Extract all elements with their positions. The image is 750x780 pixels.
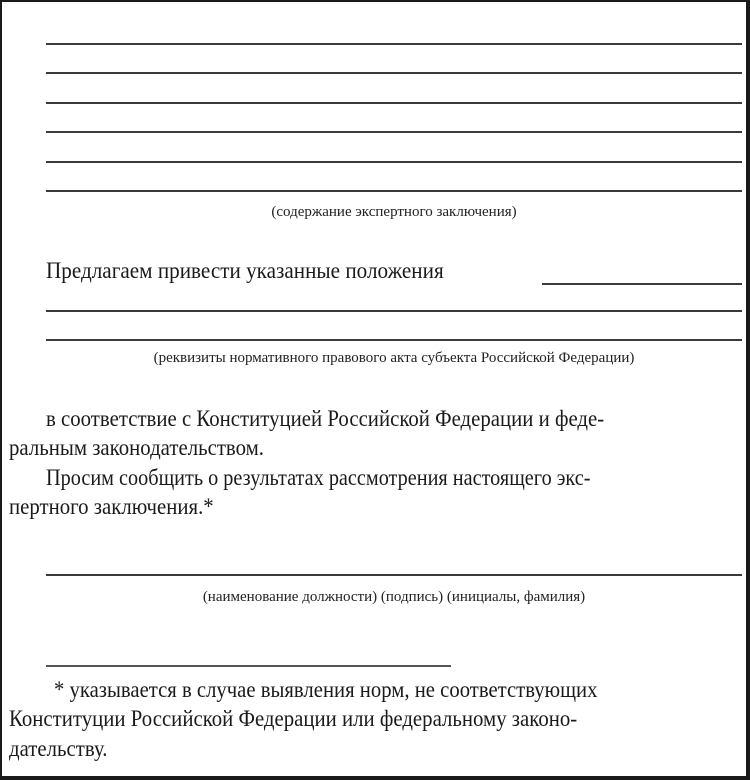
paragraph-2-line-2 — [9, 493, 235, 521]
paragraph-1-line-1-text: в соответствие с Конституцией Российской Федерации и феде- — [46, 406, 605, 431]
content-blank-line-3[interactable] — [46, 102, 742, 104]
content-caption: (содержание экспертного заключения) — [271, 204, 517, 220]
footnote-line-1-text: * указывается в случае выявления норм, не соответствующих — [54, 677, 598, 702]
footnote-separator — [46, 665, 451, 667]
footnote-line-2-text: Конституции Российской Федерации или федеральному законо- — [9, 706, 578, 731]
content-blank-line-5[interactable] — [46, 161, 742, 163]
proposal-lead-text-inner: Предлагаем привести указанные положения — [46, 258, 444, 283]
paragraph-2-line-2-text: пертного заключения.* — [9, 494, 214, 519]
content-blank-line-6[interactable] — [46, 190, 742, 192]
paragraph-2-line-1 — [46, 464, 665, 492]
content-blank-line-2[interactable] — [46, 72, 742, 74]
proposal-caption: (реквизиты нормативного правового акта субъекта Российской Федерации) — [153, 350, 635, 366]
proposal-blank-line-2[interactable] — [46, 339, 742, 341]
signature-blank-line[interactable] — [46, 574, 742, 576]
footnote-line-2 — [9, 705, 637, 733]
paragraph-1-line-2-text: ральным законодательством. — [9, 435, 264, 460]
footnote-line-3-text: дательству. — [9, 736, 108, 761]
footnote-line-1 — [54, 676, 658, 704]
footnote-line-3 — [9, 735, 118, 763]
paragraph-1-line-1 — [46, 405, 663, 433]
paragraph-2-line-1-text: Просим сообщить о результатах рассмотрения настоящего экс- — [46, 465, 591, 490]
content-blank-line-4[interactable] — [46, 131, 742, 133]
proposal-inline-blank-line[interactable] — [542, 283, 742, 285]
proposal-lead-text — [46, 257, 478, 285]
content-blank-line-1[interactable] — [46, 43, 742, 45]
paragraph-1-line-2 — [9, 434, 291, 462]
signature-caption: (наименование должности) (подпись) (инициалы, фамилия) — [202, 589, 586, 605]
proposal-blank-line-1[interactable] — [46, 310, 742, 312]
